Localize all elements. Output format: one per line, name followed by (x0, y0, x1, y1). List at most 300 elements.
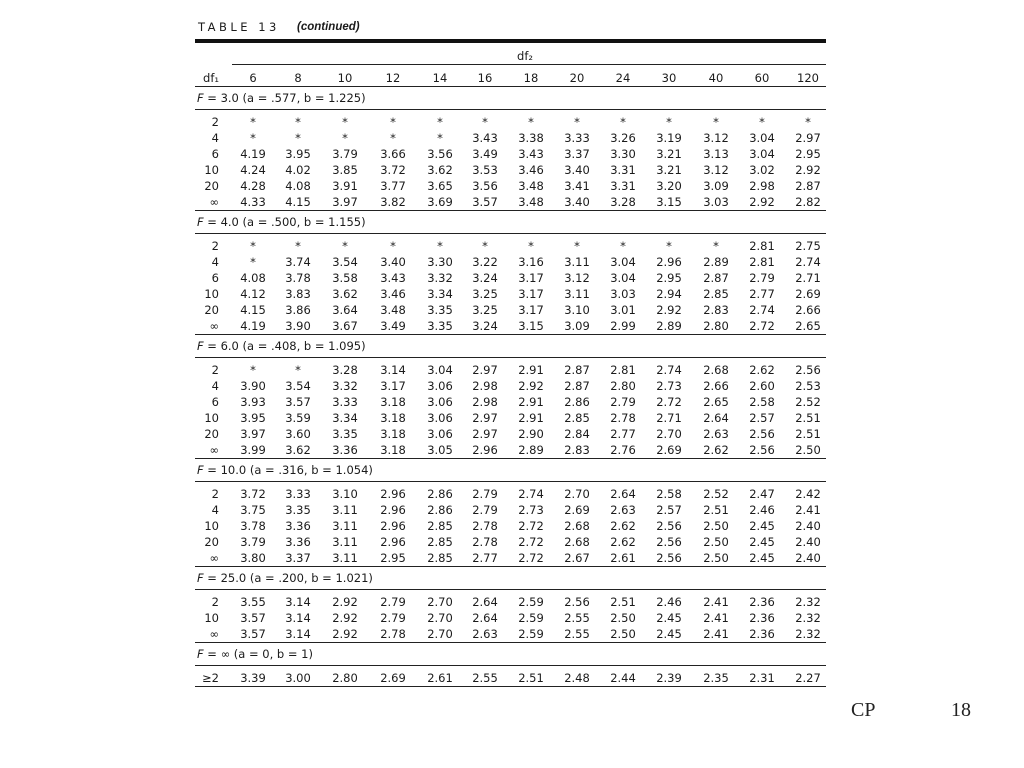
table-cell: * (437, 115, 443, 129)
table-cell: 2.98 (472, 379, 498, 393)
table-cell: 3.72 (240, 487, 266, 501)
row-df1-label: 6 (211, 395, 219, 409)
table-cell: 2.41 (703, 595, 729, 609)
table-row (195, 670, 826, 686)
table-cell: 3.91 (332, 179, 358, 193)
table-cell: 3.06 (427, 411, 453, 425)
table-cell: 2.96 (380, 503, 406, 517)
table-cell: * (574, 239, 580, 253)
table-cell: 3.02 (749, 163, 775, 177)
table-cell: 2.45 (749, 551, 775, 565)
table-cell: 2.41 (703, 627, 729, 641)
table-cell: 2.52 (703, 487, 729, 501)
table-cell: 2.92 (656, 303, 682, 317)
table-cell: 2.50 (610, 611, 636, 625)
table-cell: 2.46 (749, 503, 775, 517)
table-cell: 3.90 (240, 379, 266, 393)
table-cell: 2.70 (427, 611, 453, 625)
table-row (195, 426, 826, 442)
table-cell: 2.56 (749, 443, 775, 457)
table-cell: 3.54 (285, 379, 311, 393)
table-cell: 3.17 (518, 303, 544, 317)
table-cell: 4.19 (240, 147, 266, 161)
table-cell: * (666, 115, 672, 129)
table-cell: 3.67 (332, 319, 358, 333)
table-cell: 3.97 (240, 427, 266, 441)
table-cell: 2.50 (703, 519, 729, 533)
table-cell: 2.52 (795, 395, 821, 409)
table-cell: 3.36 (285, 535, 311, 549)
table-cell: 2.78 (380, 627, 406, 641)
table-cell: 3.83 (285, 287, 311, 301)
table-cell: 2.70 (656, 427, 682, 441)
table-cell: 3.56 (472, 179, 498, 193)
table-cell: 3.40 (564, 195, 590, 209)
table-cell: 3.64 (332, 303, 358, 317)
table-cell: 4.15 (285, 195, 311, 209)
table-cell: 2.51 (610, 595, 636, 609)
table-cell: 2.63 (472, 627, 498, 641)
table-cell: 2.66 (703, 379, 729, 393)
table-cell: 3.69 (427, 195, 453, 209)
table-cell: 2.53 (795, 379, 821, 393)
table-cell: * (805, 115, 811, 129)
table-cell: * (528, 115, 534, 129)
section-rows (195, 358, 826, 459)
table-cell: 2.65 (703, 395, 729, 409)
table-cell: 4.24 (240, 163, 266, 177)
table-cell: 2.57 (656, 503, 682, 517)
table-cell: 2.42 (795, 487, 821, 501)
table-cell: 3.32 (332, 379, 358, 393)
table-cell: 4.19 (240, 319, 266, 333)
table-cell: 3.11 (564, 255, 590, 269)
section-rows (195, 482, 826, 567)
table-cell: * (574, 115, 580, 129)
table-cell: 3.34 (427, 287, 453, 301)
table-cell: 3.13 (703, 147, 729, 161)
table-row (195, 378, 826, 394)
table-cell: 3.35 (332, 427, 358, 441)
table-cell: * (528, 239, 534, 253)
table-cell: 3.04 (749, 147, 775, 161)
table-cell: 2.85 (427, 551, 453, 565)
row-df1-label: 20 (204, 427, 219, 441)
table-cell: 3.24 (472, 271, 498, 285)
table-cell: 3.99 (240, 443, 266, 457)
table-row (195, 286, 826, 302)
row-df1-label: 10 (204, 163, 219, 177)
table-cell: 2.35 (703, 671, 729, 685)
table-cell: 3.78 (285, 271, 311, 285)
table-cell: 3.39 (240, 671, 266, 685)
column-header: 30 (661, 71, 677, 85)
table-cell: 2.41 (703, 611, 729, 625)
table-cell: 2.45 (656, 627, 682, 641)
column-header: 18 (523, 71, 539, 85)
table-cell: 2.62 (610, 535, 636, 549)
table-row (195, 410, 826, 426)
row-df1-label: 20 (204, 179, 219, 193)
table-section (195, 211, 826, 335)
table-cell: 2.59 (518, 627, 544, 641)
table-row (195, 550, 826, 566)
table-cell: 3.82 (380, 195, 406, 209)
statistical-table (195, 0, 826, 700)
table-cell: 2.32 (795, 627, 821, 641)
table-cell: * (250, 115, 256, 129)
table-cell: 2.96 (380, 487, 406, 501)
row-df1-label: 2 (211, 115, 219, 129)
table-cell: 2.51 (795, 411, 821, 425)
table-cell: 3.46 (380, 287, 406, 301)
table-cell: 3.93 (240, 395, 266, 409)
table-cell: 3.57 (240, 627, 266, 641)
row-df1-label: 20 (204, 535, 219, 549)
table-cell: 3.57 (240, 611, 266, 625)
table-cell: 2.91 (518, 395, 544, 409)
table-cell: 3.04 (427, 363, 453, 377)
table-cell: 2.36 (749, 627, 775, 641)
table-cell: 2.69 (380, 671, 406, 685)
section-label: F = 10.0 (a = .316, b = 1.054) (195, 459, 826, 482)
table-cell: 3.62 (427, 163, 453, 177)
table-cell: 3.17 (518, 271, 544, 285)
table-cell: 2.32 (795, 611, 821, 625)
table-cell: 3.04 (610, 271, 636, 285)
table-cell: 3.90 (285, 319, 311, 333)
table-cell: * (390, 131, 396, 145)
table-row (195, 238, 826, 254)
section-label: F = 6.0 (a = .408, b = 1.095) (195, 335, 826, 358)
table-cell: 4.08 (240, 271, 266, 285)
table-cell: * (482, 239, 488, 253)
row-df1-label: 4 (211, 131, 219, 145)
table-cell: 2.83 (564, 443, 590, 457)
table-cell: 2.71 (656, 411, 682, 425)
table-cell: 3.49 (472, 147, 498, 161)
table-cell: 2.92 (332, 595, 358, 609)
table-cell: 3.56 (427, 147, 453, 161)
table-cell: 4.12 (240, 287, 266, 301)
table-cell: 3.59 (285, 411, 311, 425)
table-cell: 3.11 (332, 535, 358, 549)
table-cell: 2.51 (795, 427, 821, 441)
table-cell: 3.03 (610, 287, 636, 301)
table-cell: 3.05 (427, 443, 453, 457)
table-cell: 3.65 (427, 179, 453, 193)
table-cell: 3.53 (472, 163, 498, 177)
table-cell: 2.61 (610, 551, 636, 565)
table-cell: 2.68 (564, 519, 590, 533)
table-cell: 2.59 (518, 595, 544, 609)
table-cell: 2.77 (749, 287, 775, 301)
row-df1-label: ∞ (209, 195, 219, 209)
table-cell: 3.19 (656, 131, 682, 145)
table-cell: 2.87 (795, 179, 821, 193)
table-cell: 2.87 (703, 271, 729, 285)
table-cell: 3.40 (380, 255, 406, 269)
table-cell: 2.64 (703, 411, 729, 425)
table-cell: 3.22 (472, 255, 498, 269)
table-cell: 2.79 (749, 271, 775, 285)
table-cell: 3.66 (380, 147, 406, 161)
table-cell: 3.03 (703, 195, 729, 209)
table-cell: 2.79 (472, 503, 498, 517)
table-cell: 2.97 (472, 427, 498, 441)
table-cell: 3.12 (703, 163, 729, 177)
table-cell: 2.47 (749, 487, 775, 501)
section-rows (195, 590, 826, 643)
table-cell: 3.86 (285, 303, 311, 317)
table-cell: 2.57 (749, 411, 775, 425)
table-cell: 2.92 (518, 379, 544, 393)
table-cell: 2.36 (749, 595, 775, 609)
table-cell: 3.58 (332, 271, 358, 285)
table-cell: 3.33 (285, 487, 311, 501)
table-cell: 3.36 (332, 443, 358, 457)
section-label: F = 3.0 (a = .577, b = 1.225) (195, 87, 826, 110)
table-cell: * (390, 239, 396, 253)
table-cell: 2.56 (656, 519, 682, 533)
table-cell: 3.49 (380, 319, 406, 333)
table-cell: 2.56 (656, 551, 682, 565)
table-cell: 2.41 (795, 503, 821, 517)
table-cell: 3.62 (285, 443, 311, 457)
table-cell: 3.10 (332, 487, 358, 501)
table-cell: * (437, 239, 443, 253)
table-cell: 3.17 (380, 379, 406, 393)
table-cell: 3.09 (564, 319, 590, 333)
table-cell: 3.10 (564, 303, 590, 317)
table-cell: 2.74 (795, 255, 821, 269)
table-cell: 2.76 (610, 443, 636, 457)
table-cell: 3.33 (564, 131, 590, 145)
table-cell: 2.74 (749, 303, 775, 317)
table-cell: 2.36 (749, 611, 775, 625)
table-cell: 2.82 (795, 195, 821, 209)
table-cell: 3.95 (285, 147, 311, 161)
table-cell: * (342, 131, 348, 145)
table-cell: 2.45 (749, 535, 775, 549)
table-cell: 2.86 (427, 503, 453, 517)
table-cell: 2.72 (518, 551, 544, 565)
table-cell: 2.98 (749, 179, 775, 193)
table-cell: 2.81 (749, 255, 775, 269)
table-cell: 2.65 (795, 319, 821, 333)
table-cell: 3.12 (564, 271, 590, 285)
table-cell: 3.28 (332, 363, 358, 377)
column-header: 24 (615, 71, 631, 85)
table-cell: 3.14 (285, 595, 311, 609)
table-cell: 2.55 (564, 627, 590, 641)
table-row (195, 442, 826, 458)
title-rule (195, 39, 826, 43)
table-cell: 2.27 (795, 671, 821, 685)
row-df1-label: 4 (211, 503, 219, 517)
table-cell: 2.84 (564, 427, 590, 441)
table-cell: 3.06 (427, 427, 453, 441)
table-cell: 2.95 (795, 147, 821, 161)
table-cell: 2.58 (749, 395, 775, 409)
table-cell: * (295, 363, 301, 377)
table-cell: 2.81 (749, 239, 775, 253)
table-cell: 2.68 (703, 363, 729, 377)
row-df1-label: 2 (211, 487, 219, 501)
table-cell: * (342, 115, 348, 129)
table-title: TABLE 13 (198, 20, 280, 34)
table-cell: 2.44 (610, 671, 636, 685)
table-cell: 2.45 (749, 519, 775, 533)
table-cell: 3.28 (610, 195, 636, 209)
table-cell: 2.73 (656, 379, 682, 393)
table-cell: 2.91 (518, 363, 544, 377)
table-row (195, 318, 826, 334)
table-cell: 2.69 (795, 287, 821, 301)
table-cell: * (390, 115, 396, 129)
column-header: 6 (249, 71, 257, 85)
table-cell: 3.48 (518, 195, 544, 209)
table-cell: * (250, 363, 256, 377)
table-row (195, 486, 826, 502)
table-cell: 2.39 (656, 671, 682, 685)
row-df1-label: 4 (211, 255, 219, 269)
table-cell: 2.46 (656, 595, 682, 609)
table-cell: 3.15 (518, 319, 544, 333)
section-label: F = 25.0 (a = .200, b = 1.021) (195, 567, 826, 590)
table-cell: 2.92 (332, 611, 358, 625)
table-row (195, 518, 826, 534)
section-label: F = ∞ (a = 0, b = 1) (195, 643, 826, 666)
table-cell: 3.38 (518, 131, 544, 145)
table-cell: 3.04 (610, 255, 636, 269)
table-row (195, 534, 826, 550)
table-cell: 3.11 (332, 551, 358, 565)
table-cell: 3.04 (749, 131, 775, 145)
table-cell: * (666, 239, 672, 253)
table-cell: 3.75 (240, 503, 266, 517)
table-row (195, 270, 826, 286)
table-cell: 4.28 (240, 179, 266, 193)
table-cell: 2.59 (518, 611, 544, 625)
table-cell: 2.90 (518, 427, 544, 441)
table-cell: 3.09 (703, 179, 729, 193)
table-cell: 2.79 (610, 395, 636, 409)
table-cell: 2.91 (518, 411, 544, 425)
table-cell: 2.89 (656, 319, 682, 333)
table-cell: 3.48 (380, 303, 406, 317)
table-body (195, 87, 826, 687)
table-cell: * (295, 115, 301, 129)
table-cell: 2.85 (427, 519, 453, 533)
table-cell: 2.95 (380, 551, 406, 565)
table-cell: 2.71 (795, 271, 821, 285)
table-cell: 2.92 (749, 195, 775, 209)
table-cell: 3.32 (427, 271, 453, 285)
table-cell: 2.58 (656, 487, 682, 501)
row-df1-label: ∞ (209, 551, 219, 565)
table-cell: 2.78 (472, 519, 498, 533)
table-cell: * (342, 239, 348, 253)
df2-rule (232, 64, 826, 65)
table-row (195, 162, 826, 178)
table-cell: 3.11 (332, 519, 358, 533)
table-cell: 3.62 (332, 287, 358, 301)
table-cell: 3.57 (472, 195, 498, 209)
table-cell: 3.60 (285, 427, 311, 441)
table-row (195, 610, 826, 626)
table-row (195, 114, 826, 130)
table-cell: 2.50 (703, 535, 729, 549)
table-cell: 2.74 (518, 487, 544, 501)
table-cell: 3.35 (427, 319, 453, 333)
table-row (195, 302, 826, 318)
table-cell: 4.33 (240, 195, 266, 209)
table-cell: 3.79 (240, 535, 266, 549)
table-cell: 3.18 (380, 443, 406, 457)
table-cell: 3.11 (332, 503, 358, 517)
table-cell: 3.43 (472, 131, 498, 145)
table-cell: 2.74 (656, 363, 682, 377)
table-cell: * (713, 239, 719, 253)
table-cell: 3.35 (285, 503, 311, 517)
table-cell: 2.77 (610, 427, 636, 441)
table-cell: * (482, 115, 488, 129)
section-rows (195, 110, 826, 211)
table-cell: 3.78 (240, 519, 266, 533)
table-cell: 2.96 (656, 255, 682, 269)
table-cell: 3.35 (427, 303, 453, 317)
table-cell: * (620, 239, 626, 253)
table-cell: 4.02 (285, 163, 311, 177)
table-cell: 2.72 (656, 395, 682, 409)
table-row (195, 178, 826, 194)
table-cell: 3.36 (285, 519, 311, 533)
table-cell: 3.06 (427, 379, 453, 393)
table-row (195, 146, 826, 162)
table-cell: 3.74 (285, 255, 311, 269)
table-cell: 2.78 (472, 535, 498, 549)
table-cell: 3.46 (518, 163, 544, 177)
table-cell: 2.78 (610, 411, 636, 425)
table-cell: 2.48 (564, 671, 590, 685)
table-cell: 2.62 (610, 519, 636, 533)
table-cell: 2.56 (795, 363, 821, 377)
table-cell: 3.26 (610, 131, 636, 145)
column-header: 20 (569, 71, 585, 85)
row-df1-label: 10 (204, 411, 219, 425)
table-cell: 3.18 (380, 395, 406, 409)
table-cell: 2.97 (795, 131, 821, 145)
table-cell: 2.40 (795, 551, 821, 565)
table-cell: 3.14 (285, 627, 311, 641)
row-df1-label: 10 (204, 519, 219, 533)
table-cell: 3.15 (656, 195, 682, 209)
table-cell: 3.43 (380, 271, 406, 285)
table-cell: 2.70 (427, 627, 453, 641)
table-cell: 2.63 (610, 503, 636, 517)
table-cell: 2.62 (703, 443, 729, 457)
table-cell: 3.21 (656, 163, 682, 177)
row-df1-label: 2 (211, 363, 219, 377)
table-cell: 2.97 (472, 411, 498, 425)
table-row (195, 594, 826, 610)
table-cell: 2.96 (380, 535, 406, 549)
table-section (195, 87, 826, 211)
table-row (195, 394, 826, 410)
row-df1-label: 20 (204, 303, 219, 317)
table-cell: 2.55 (564, 611, 590, 625)
